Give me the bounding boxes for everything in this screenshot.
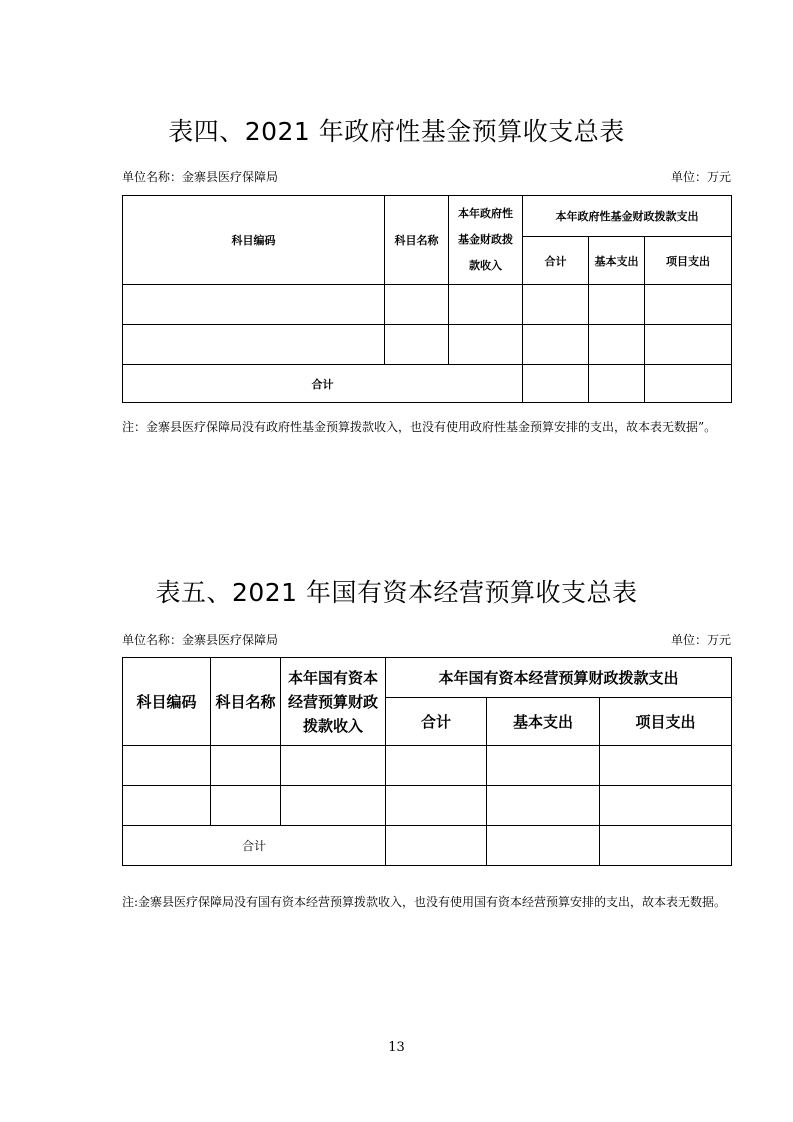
table4-note: 注：金寨县医疗保障局没有政府性基金预算拨款收入，也没有使用政府性基金预算安排的支出，故本表无数据”。	[122, 420, 717, 434]
table4-cell	[449, 325, 523, 365]
table5-header-name: 科目名称	[211, 658, 281, 746]
table4	[122, 195, 732, 403]
table5-cell	[123, 746, 211, 786]
table4-header-income	[449, 196, 523, 285]
table4-unit: 单位：万元	[670, 170, 731, 184]
table5-note: 注:金寨县医疗保障局没有国有资本经营预算拨款收入，也没有使用国有资本经营预算安排的支出，故本表无数据。	[122, 895, 727, 909]
table4-header-expense-group: 本年政府性基金财政拨款支出	[523, 196, 732, 237]
table4-total-label: 合计	[123, 365, 523, 403]
table4-cell	[645, 325, 732, 365]
table5-meta	[122, 631, 731, 648]
table4-header-income-line2: 基金财政拨	[458, 233, 513, 246]
table5-cell	[281, 746, 386, 786]
table-row	[123, 786, 732, 826]
table5-total-label: 合计	[123, 826, 386, 866]
page-number: 13	[388, 1040, 405, 1055]
table4-cell	[123, 325, 385, 365]
table5-cell	[386, 826, 487, 866]
table4-cell	[523, 285, 589, 325]
table4-header-basic: 基本支出	[589, 237, 645, 285]
table5-cell	[281, 786, 386, 826]
table5-header-code: 科目编码	[123, 658, 211, 746]
table4-cell	[449, 285, 523, 325]
table4-header-project: 项目支出	[645, 237, 732, 285]
table5-cell	[487, 786, 600, 826]
table4-cell	[385, 325, 449, 365]
table5-title: 表五、2021 年国有资本经营预算收支总表	[155, 578, 638, 607]
table5-unit: 单位：万元	[670, 633, 731, 647]
table5-cell	[600, 826, 732, 866]
table5-header-income-line1: 本年国有资本	[287, 668, 378, 687]
table5-cell	[211, 746, 281, 786]
table4-header-total: 合计	[523, 237, 589, 285]
table-row	[123, 325, 732, 365]
table4-header-income-line3: 款收入	[469, 259, 502, 272]
table5-cell	[386, 746, 487, 786]
table-row	[123, 285, 732, 325]
table5-header-income-line3: 拨款收入	[302, 716, 363, 735]
table5-cell	[386, 786, 487, 826]
table5-cell	[487, 746, 600, 786]
table5-cell	[123, 786, 211, 826]
table5-cell	[600, 746, 732, 786]
table4-title: 表四、2021 年政府性基金预算收支总表	[168, 117, 625, 146]
table4-meta	[122, 168, 731, 185]
table-row-total	[123, 365, 732, 403]
table5-header-income-line2: 经营预算财政	[287, 692, 378, 711]
table5-unit-name: 单位名称：金寨县医疗保障局	[122, 633, 279, 647]
table5-cell	[211, 786, 281, 826]
table4-header-income-line1: 本年政府性	[458, 207, 513, 220]
table4-cell	[523, 325, 589, 365]
table5-header-expense-group: 本年国有资本经营预算财政拨款支出	[386, 658, 732, 698]
table5-cell	[600, 786, 732, 826]
table4-cell	[589, 285, 645, 325]
table-row	[123, 746, 732, 786]
table4-cell	[589, 365, 645, 403]
table5-header-income	[281, 658, 386, 746]
table4-header-name: 科目名称	[385, 196, 449, 285]
table4-cell	[123, 285, 385, 325]
table4-cell	[589, 325, 645, 365]
table5-header-project: 项目支出	[600, 698, 732, 746]
table5-cell	[487, 826, 600, 866]
table4-cell	[645, 365, 732, 403]
table5-header-total: 合计	[386, 698, 487, 746]
table4-header-code: 科目编码	[123, 196, 385, 285]
table5	[122, 657, 732, 866]
table-row-total	[123, 826, 732, 866]
table4-cell	[645, 285, 732, 325]
table4-unit-name: 单位名称：金寨县医疗保障局	[122, 170, 279, 184]
table4-cell	[523, 365, 589, 403]
table4-cell	[385, 285, 449, 325]
table5-header-basic: 基本支出	[487, 698, 600, 746]
